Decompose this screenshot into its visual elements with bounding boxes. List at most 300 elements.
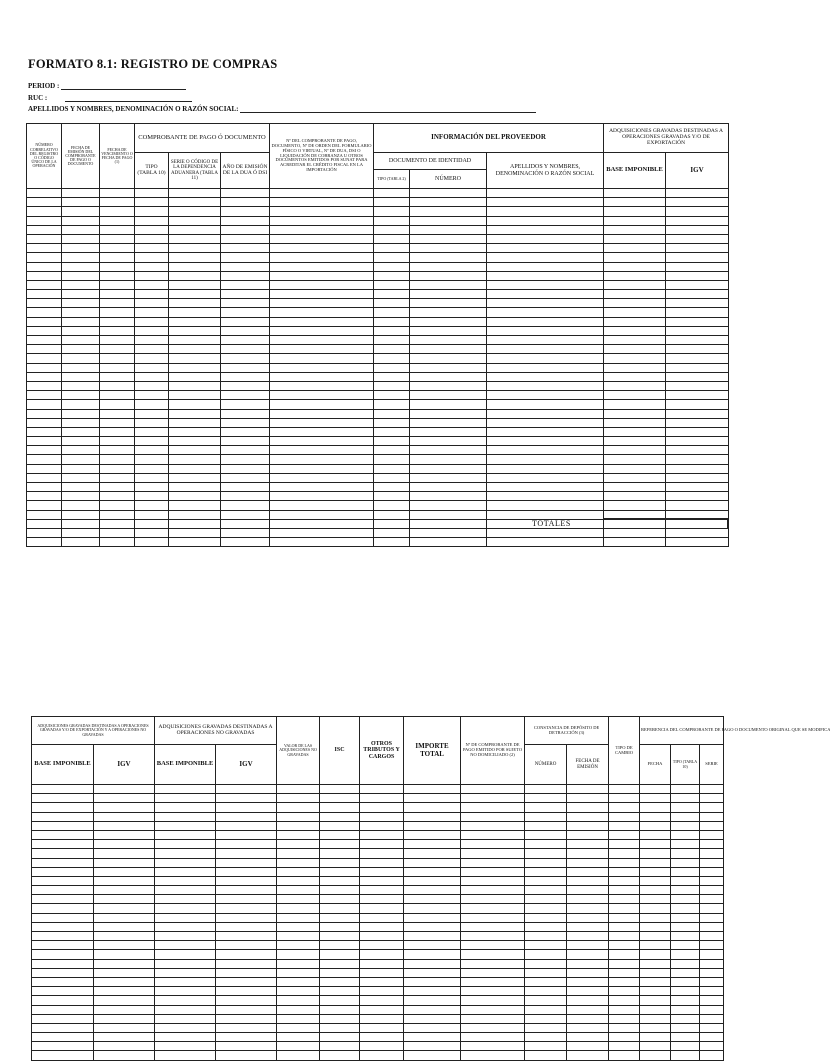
table-cell[interactable] xyxy=(404,1023,461,1032)
table-cell[interactable] xyxy=(410,244,487,253)
table-cell[interactable] xyxy=(461,959,525,968)
table-cell[interactable] xyxy=(155,886,216,895)
table-cell[interactable] xyxy=(62,418,100,427)
table-cell[interactable] xyxy=(666,345,729,354)
table-cell[interactable] xyxy=(640,968,671,977)
table-cell[interactable] xyxy=(169,189,221,198)
table-cell[interactable] xyxy=(360,950,404,959)
table-cell[interactable] xyxy=(135,207,169,216)
table-cell[interactable] xyxy=(360,1033,404,1042)
table-cell[interactable] xyxy=(221,391,270,400)
table-cell[interactable] xyxy=(277,977,320,986)
table-cell[interactable] xyxy=(374,308,410,317)
table-cell[interactable] xyxy=(277,987,320,996)
table-cell[interactable] xyxy=(404,840,461,849)
table-cell[interactable] xyxy=(135,473,169,482)
table-cell[interactable] xyxy=(374,345,410,354)
table-cell[interactable] xyxy=(100,418,135,427)
table-cell[interactable] xyxy=(94,886,155,895)
table-cell[interactable] xyxy=(604,299,666,308)
table-cell[interactable] xyxy=(360,922,404,931)
table-cell[interactable] xyxy=(135,464,169,473)
table-cell[interactable] xyxy=(461,932,525,941)
table-cell[interactable] xyxy=(374,189,410,198)
table-cell[interactable] xyxy=(32,812,94,821)
table-cell[interactable] xyxy=(640,987,671,996)
table-cell[interactable] xyxy=(320,785,360,794)
table-cell[interactable] xyxy=(155,849,216,858)
table-cell[interactable] xyxy=(62,492,100,501)
table-cell[interactable] xyxy=(410,519,487,528)
table-cell[interactable] xyxy=(62,317,100,326)
table-cell[interactable] xyxy=(671,830,700,839)
table-cell[interactable] xyxy=(221,409,270,418)
table-cell[interactable] xyxy=(461,950,525,959)
table-cell[interactable] xyxy=(94,803,155,812)
table-cell[interactable] xyxy=(461,840,525,849)
table-cell[interactable] xyxy=(94,922,155,931)
table-cell[interactable] xyxy=(525,904,567,913)
table-cell[interactable] xyxy=(94,932,155,941)
table-cell[interactable] xyxy=(487,354,604,363)
table-cell[interactable] xyxy=(666,189,729,198)
table-cell[interactable] xyxy=(404,1005,461,1014)
table-cell[interactable] xyxy=(135,345,169,354)
table-cell[interactable] xyxy=(567,895,609,904)
table-cell[interactable] xyxy=(374,528,410,537)
table-cell[interactable] xyxy=(525,794,567,803)
table-cell[interactable] xyxy=(461,867,525,876)
table-cell[interactable] xyxy=(604,528,666,537)
table-cell[interactable] xyxy=(135,290,169,299)
table-cell[interactable] xyxy=(604,363,666,372)
table-cell[interactable] xyxy=(374,372,410,381)
table-cell[interactable] xyxy=(360,803,404,812)
table-cell[interactable] xyxy=(270,455,374,464)
table-cell[interactable] xyxy=(404,1042,461,1051)
table-cell[interactable] xyxy=(374,207,410,216)
table-cell[interactable] xyxy=(270,464,374,473)
table-cell[interactable] xyxy=(700,840,724,849)
table-cell[interactable] xyxy=(604,317,666,326)
table-cell[interactable] xyxy=(221,207,270,216)
table-cell[interactable] xyxy=(270,446,374,455)
table-cell[interactable] xyxy=(487,492,604,501)
table-cell[interactable] xyxy=(374,253,410,262)
table-cell[interactable] xyxy=(525,932,567,941)
table-cell[interactable] xyxy=(487,400,604,409)
table-cell[interactable] xyxy=(27,381,62,390)
table-cell[interactable] xyxy=(221,473,270,482)
table-cell[interactable] xyxy=(360,840,404,849)
table-cell[interactable] xyxy=(27,427,62,436)
table-cell[interactable] xyxy=(640,821,671,830)
table-cell[interactable] xyxy=(221,372,270,381)
table-cell[interactable] xyxy=(461,812,525,821)
table-cell[interactable] xyxy=(410,409,487,418)
table-cell[interactable] xyxy=(27,538,62,547)
table-cell[interactable] xyxy=(270,473,374,482)
table-cell[interactable] xyxy=(155,821,216,830)
table-cell[interactable] xyxy=(216,849,277,858)
table-cell[interactable] xyxy=(169,244,221,253)
table-cell[interactable] xyxy=(404,876,461,885)
table-cell[interactable] xyxy=(410,299,487,308)
table-cell[interactable] xyxy=(94,977,155,986)
table-cell[interactable] xyxy=(320,977,360,986)
table-cell[interactable] xyxy=(374,418,410,427)
table-cell[interactable] xyxy=(487,299,604,308)
table-cell[interactable] xyxy=(27,207,62,216)
table-cell[interactable] xyxy=(604,345,666,354)
table-cell[interactable] xyxy=(609,1014,640,1023)
table-cell[interactable] xyxy=(216,1023,277,1032)
table-cell[interactable] xyxy=(666,262,729,271)
table-cell[interactable] xyxy=(169,198,221,207)
table-cell[interactable] xyxy=(487,336,604,345)
table-cell[interactable] xyxy=(410,483,487,492)
table-cell[interactable] xyxy=(100,464,135,473)
table-cell[interactable] xyxy=(374,198,410,207)
table-cell[interactable] xyxy=(270,299,374,308)
table-cell[interactable] xyxy=(567,950,609,959)
table-cell[interactable] xyxy=(320,876,360,885)
table-cell[interactable] xyxy=(410,207,487,216)
table-cell[interactable] xyxy=(155,794,216,803)
table-cell[interactable] xyxy=(100,519,135,528)
table-cell[interactable] xyxy=(609,932,640,941)
table-cell[interactable] xyxy=(567,785,609,794)
table-cell[interactable] xyxy=(277,830,320,839)
table-cell[interactable] xyxy=(32,821,94,830)
table-cell[interactable] xyxy=(604,381,666,390)
table-cell[interactable] xyxy=(155,996,216,1005)
table-cell[interactable] xyxy=(609,941,640,950)
table-cell[interactable] xyxy=(700,830,724,839)
table-cell[interactable] xyxy=(135,354,169,363)
table-cell[interactable] xyxy=(487,198,604,207)
table-cell[interactable] xyxy=(27,317,62,326)
table-cell[interactable] xyxy=(410,464,487,473)
table-cell[interactable] xyxy=(700,849,724,858)
table-cell[interactable] xyxy=(270,510,374,519)
table-cell[interactable] xyxy=(404,987,461,996)
table-cell[interactable] xyxy=(487,317,604,326)
table-cell[interactable] xyxy=(640,794,671,803)
table-cell[interactable] xyxy=(609,867,640,876)
table-cell[interactable] xyxy=(461,830,525,839)
table-cell[interactable] xyxy=(360,812,404,821)
table-cell[interactable] xyxy=(700,1005,724,1014)
table-cell[interactable] xyxy=(609,968,640,977)
table-cell[interactable] xyxy=(487,326,604,335)
table-cell[interactable] xyxy=(671,1023,700,1032)
table-cell[interactable] xyxy=(155,1023,216,1032)
table-cell[interactable] xyxy=(320,959,360,968)
table-cell[interactable] xyxy=(410,427,487,436)
table-cell[interactable] xyxy=(461,849,525,858)
table-cell[interactable] xyxy=(100,409,135,418)
table-cell[interactable] xyxy=(169,391,221,400)
table-cell[interactable] xyxy=(32,968,94,977)
table-cell[interactable] xyxy=(94,876,155,885)
table-cell[interactable] xyxy=(404,785,461,794)
table-cell[interactable] xyxy=(277,794,320,803)
table-cell[interactable] xyxy=(604,391,666,400)
table-cell[interactable] xyxy=(525,968,567,977)
table-cell[interactable] xyxy=(277,803,320,812)
table-cell[interactable] xyxy=(487,244,604,253)
table-cell[interactable] xyxy=(216,932,277,941)
table-cell[interactable] xyxy=(404,959,461,968)
table-cell[interactable] xyxy=(320,1033,360,1042)
table-cell[interactable] xyxy=(609,876,640,885)
table-cell[interactable] xyxy=(32,803,94,812)
table-cell[interactable] xyxy=(221,189,270,198)
table-cell[interactable] xyxy=(525,941,567,950)
table-cell[interactable] xyxy=(666,427,729,436)
table-cell[interactable] xyxy=(567,794,609,803)
table-cell[interactable] xyxy=(604,538,666,547)
table-cell[interactable] xyxy=(32,830,94,839)
table-cell[interactable] xyxy=(410,253,487,262)
table-cell[interactable] xyxy=(461,1033,525,1042)
table-cell[interactable] xyxy=(169,271,221,280)
table-cell[interactable] xyxy=(216,1014,277,1023)
table-cell[interactable] xyxy=(404,996,461,1005)
table-cell[interactable] xyxy=(169,455,221,464)
table-cell[interactable] xyxy=(671,812,700,821)
table-cell[interactable] xyxy=(700,821,724,830)
table-cell[interactable] xyxy=(155,867,216,876)
table-cell[interactable] xyxy=(27,528,62,537)
table-cell[interactable] xyxy=(487,510,604,519)
table-cell[interactable] xyxy=(270,290,374,299)
table-cell[interactable] xyxy=(27,271,62,280)
table-cell[interactable] xyxy=(62,253,100,262)
table-cell[interactable] xyxy=(700,950,724,959)
table-cell[interactable] xyxy=(374,391,410,400)
table-cell[interactable] xyxy=(640,812,671,821)
table-cell[interactable] xyxy=(374,409,410,418)
table-cell[interactable] xyxy=(169,492,221,501)
table-cell[interactable] xyxy=(525,840,567,849)
table-cell[interactable] xyxy=(404,977,461,986)
table-cell[interactable] xyxy=(100,455,135,464)
table-cell[interactable] xyxy=(100,299,135,308)
table-cell[interactable] xyxy=(671,840,700,849)
table-cell[interactable] xyxy=(221,280,270,289)
table-cell[interactable] xyxy=(221,427,270,436)
table-cell[interactable] xyxy=(410,400,487,409)
table-cell[interactable] xyxy=(487,391,604,400)
table-cell[interactable] xyxy=(700,858,724,867)
table-cell[interactable] xyxy=(100,345,135,354)
table-cell[interactable] xyxy=(62,280,100,289)
table-cell[interactable] xyxy=(135,437,169,446)
table-cell[interactable] xyxy=(32,959,94,968)
table-cell[interactable] xyxy=(270,483,374,492)
table-cell[interactable] xyxy=(94,1042,155,1051)
table-cell[interactable] xyxy=(135,400,169,409)
table-cell[interactable] xyxy=(410,336,487,345)
table-cell[interactable] xyxy=(169,262,221,271)
table-cell[interactable] xyxy=(666,538,729,547)
table-cell[interactable] xyxy=(94,987,155,996)
table-cell[interactable] xyxy=(94,1014,155,1023)
table-cell[interactable] xyxy=(525,830,567,839)
table-cell[interactable] xyxy=(100,538,135,547)
table-cell[interactable] xyxy=(609,950,640,959)
table-cell[interactable] xyxy=(270,262,374,271)
table-cell[interactable] xyxy=(270,326,374,335)
table-cell[interactable] xyxy=(94,950,155,959)
table-cell[interactable] xyxy=(135,510,169,519)
table-cell[interactable] xyxy=(221,437,270,446)
table-cell[interactable] xyxy=(155,812,216,821)
table-cell[interactable] xyxy=(461,821,525,830)
table-cell[interactable] xyxy=(277,1005,320,1014)
table-cell[interactable] xyxy=(487,473,604,482)
table-cell[interactable] xyxy=(135,538,169,547)
table-cell[interactable] xyxy=(609,858,640,867)
table-cell[interactable] xyxy=(487,308,604,317)
table-cell[interactable] xyxy=(221,326,270,335)
table-cell[interactable] xyxy=(155,785,216,794)
table-cell[interactable] xyxy=(609,886,640,895)
table-cell[interactable] xyxy=(487,501,604,510)
table-cell[interactable] xyxy=(216,968,277,977)
table-cell[interactable] xyxy=(277,1051,320,1060)
table-cell[interactable] xyxy=(62,354,100,363)
table-cell[interactable] xyxy=(609,803,640,812)
table-cell[interactable] xyxy=(640,840,671,849)
table-cell[interactable] xyxy=(270,189,374,198)
table-cell[interactable] xyxy=(640,977,671,986)
table-cell[interactable] xyxy=(62,391,100,400)
table-cell[interactable] xyxy=(525,1033,567,1042)
table-cell[interactable] xyxy=(277,1033,320,1042)
table-cell[interactable] xyxy=(700,794,724,803)
table-cell[interactable] xyxy=(216,950,277,959)
table-cell[interactable] xyxy=(640,830,671,839)
table-cell[interactable] xyxy=(410,271,487,280)
table-cell[interactable] xyxy=(525,959,567,968)
table-cell[interactable] xyxy=(609,794,640,803)
table-cell[interactable] xyxy=(270,253,374,262)
table-cell[interactable] xyxy=(277,904,320,913)
table-cell[interactable] xyxy=(404,950,461,959)
table-cell[interactable] xyxy=(270,427,374,436)
table-cell[interactable] xyxy=(27,473,62,482)
table-cell[interactable] xyxy=(410,308,487,317)
table-cell[interactable] xyxy=(487,455,604,464)
table-cell[interactable] xyxy=(270,363,374,372)
table-cell[interactable] xyxy=(135,418,169,427)
table-cell[interactable] xyxy=(62,446,100,455)
table-cell[interactable] xyxy=(27,483,62,492)
table-cell[interactable] xyxy=(320,858,360,867)
table-cell[interactable] xyxy=(135,225,169,234)
periodo-line[interactable] xyxy=(61,82,186,90)
table-cell[interactable] xyxy=(461,876,525,885)
table-cell[interactable] xyxy=(410,473,487,482)
table-cell[interactable] xyxy=(461,968,525,977)
table-cell[interactable] xyxy=(374,464,410,473)
table-cell[interactable] xyxy=(62,501,100,510)
ruc-line[interactable] xyxy=(65,94,192,102)
table-cell[interactable] xyxy=(609,922,640,931)
table-cell[interactable] xyxy=(700,904,724,913)
table-cell[interactable] xyxy=(32,794,94,803)
table-cell[interactable] xyxy=(27,253,62,262)
table-cell[interactable] xyxy=(320,867,360,876)
table-cell[interactable] xyxy=(221,400,270,409)
table-cell[interactable] xyxy=(94,794,155,803)
table-cell[interactable] xyxy=(27,400,62,409)
table-cell[interactable] xyxy=(604,409,666,418)
table-cell[interactable] xyxy=(567,1014,609,1023)
table-cell[interactable] xyxy=(32,922,94,931)
table-cell[interactable] xyxy=(320,821,360,830)
table-cell[interactable] xyxy=(216,803,277,812)
table-cell[interactable] xyxy=(27,464,62,473)
table-cell[interactable] xyxy=(410,317,487,326)
table-cell[interactable] xyxy=(487,189,604,198)
table-cell[interactable] xyxy=(604,290,666,299)
table-cell[interactable] xyxy=(700,803,724,812)
table-cell[interactable] xyxy=(671,968,700,977)
table-cell[interactable] xyxy=(700,1014,724,1023)
table-cell[interactable] xyxy=(487,464,604,473)
table-cell[interactable] xyxy=(666,381,729,390)
table-cell[interactable] xyxy=(94,941,155,950)
table-cell[interactable] xyxy=(135,234,169,243)
table-cell[interactable] xyxy=(374,437,410,446)
table-cell[interactable] xyxy=(169,427,221,436)
table-cell[interactable] xyxy=(32,913,94,922)
table-cell[interactable] xyxy=(410,538,487,547)
table-cell[interactable] xyxy=(700,1023,724,1032)
table-cell[interactable] xyxy=(404,922,461,931)
table-cell[interactable] xyxy=(374,336,410,345)
table-cell[interactable] xyxy=(32,987,94,996)
table-cell[interactable] xyxy=(270,280,374,289)
table-cell[interactable] xyxy=(604,455,666,464)
table-cell[interactable] xyxy=(27,391,62,400)
table-cell[interactable] xyxy=(32,932,94,941)
table-cell[interactable] xyxy=(671,932,700,941)
table-cell[interactable] xyxy=(410,501,487,510)
table-cell[interactable] xyxy=(216,886,277,895)
table-cell[interactable] xyxy=(277,849,320,858)
table-cell[interactable] xyxy=(410,280,487,289)
table-cell[interactable] xyxy=(221,446,270,455)
table-cell[interactable] xyxy=(410,446,487,455)
table-cell[interactable] xyxy=(404,830,461,839)
table-cell[interactable] xyxy=(671,821,700,830)
table-cell[interactable] xyxy=(320,1014,360,1023)
table-cell[interactable] xyxy=(404,968,461,977)
table-cell[interactable] xyxy=(135,391,169,400)
table-cell[interactable] xyxy=(135,262,169,271)
table-cell[interactable] xyxy=(410,216,487,225)
table-cell[interactable] xyxy=(94,1023,155,1032)
table-cell[interactable] xyxy=(135,446,169,455)
table-cell[interactable] xyxy=(640,785,671,794)
table-cell[interactable] xyxy=(410,418,487,427)
table-cell[interactable] xyxy=(700,867,724,876)
